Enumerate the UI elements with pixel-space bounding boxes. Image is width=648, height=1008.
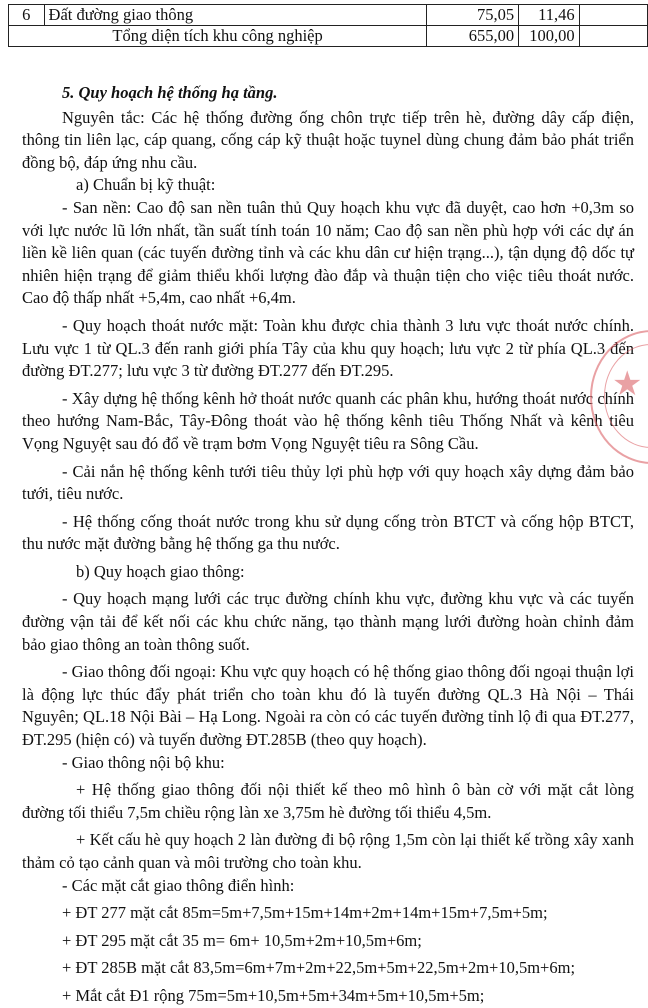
row-number: 6	[9, 5, 45, 26]
paragraph-external-traffic: - Giao thông đối ngoại: Khu vực quy hoạch có hệ thống giao thông đối ngoại thuận lợi là động lực thúc đẩy phát triển cho toàn khu đó là tuyến đường QL.3 Hà Nội – Thái Nguyên; QL.18 Nội Bài – Hạ Long. Ngoài ra còn có các tuyến đường tỉnh lộ đi qua ĐT.277, ĐT.295 (hiện có) và tuyến đường ĐT.285B (theo quy hoạch).	[22, 662, 634, 750]
subsection-b-title: b) Quy hoạch giao thông:	[76, 561, 245, 581]
star-icon: ★	[612, 366, 643, 403]
paragraph-sidewalk: + Kết cấu hè quy hoạch 2 làn đường đi bộ rộng 1,5m còn lại thiết kế trồng xây xanh thảm cỏ tạo cảnh quan và môi trường cho toàn khu.	[22, 830, 634, 872]
paragraph-irrigation: - Cải nắn hệ thống kênh tưới tiêu thủy lợi phù hợp với quy hoạch xây dựng đảm bảo tưới, tiêu nước.	[22, 461, 634, 504]
total-percent: 100,00	[519, 26, 580, 47]
paragraph-open-channels: - Xây dựng hệ thống kênh hở thoát nước quanh các phân khu, hướng thoát nước chính theo hướng Nam-Bắc, Tây-Đông thoát vào hệ thống kênh tiêu Thống Nhất và kênh tiêu Vọng Nguyệt sau đó đổ về trạm bơm Vọng Nguyệt tiêu ra Sông Cầu.	[22, 388, 634, 453]
total-note	[579, 26, 647, 47]
total-label: Tổng diện tích khu công nghiệp	[9, 26, 427, 47]
land-use-table	[8, 4, 648, 47]
paragraph-sewer-system: - Hệ thống cống thoát nước trong khu sử dụng cống tròn BTCT và cống hộp BTCT, thu nước mặt đường bằng hệ thống ga thu nước.	[22, 511, 634, 554]
cross-sections-title: - Các mặt cắt giao thông điển hình:	[62, 875, 295, 895]
section-heading: 5. Quy hoạch hệ thống hạ tầng.	[62, 83, 278, 102]
subsection-a-title: a) Chuẩn bị kỹ thuật:	[76, 175, 216, 195]
note-cell	[579, 5, 647, 26]
table-row	[9, 5, 648, 26]
area-value: 75,05	[427, 5, 519, 26]
principle-paragraph: Nguyên tắc: Các hệ thống đường ống chôn trực tiếp trên hè, đường dây cấp điện, thông tin liên lạc, cáp quang, cống cáp kỹ thuật hoặc tuynel dùng chung đảm bảo phát triển đồng bộ, đáp ứng nhu cầu.	[22, 107, 634, 172]
paragraph-internal-traffic-title: - Giao thông nội bộ khu:	[62, 752, 225, 772]
document-body	[22, 82, 634, 1008]
table-total-row	[9, 26, 648, 47]
paragraph-internal-grid: + Hệ thống giao thông đối nội thiết kế theo mô hình ô bàn cờ với mặt cắt lòng đường tối thiểu 7,5m chiều rộng làn xe 3,75m hè đường tối thiểu 4,5m.	[22, 780, 634, 822]
paragraph-drainage-plan: - Quy hoạch thoát nước mặt: Toàn khu được chia thành 3 lưu vực thoát nước chính. Lưu vực 1 từ QL.3 đến ranh giới phía Tây của khu quy hoạch; lưu vực 2 từ phía QL.3 đến đường ĐT.277; lưu vực 3 từ đường ĐT.277 đến ĐT.295.	[22, 315, 634, 381]
total-area: 655,00	[427, 26, 519, 47]
cross-section-item: + ĐT 295 mặt cắt 35 m= 6m+ 10,5m+2m+10,5m+6m;	[62, 930, 422, 950]
land-type-name: Đất đường giao thông	[44, 5, 427, 26]
paragraph-road-network: - Quy hoạch mạng lưới các trục đường chính khu vực, đường khu vực và các tuyến đường vận tải để kết nối các khu chức năng, tạo thành mạng lưới đường hoàn chỉnh đảm bảo giao thông an toàn thông suốt.	[22, 589, 634, 654]
paragraph-san-nen: - San nền: Cao độ san nền tuân thủ Quy hoạch khu vực đã duyệt, cao hơn +0,3m so với lực nước lũ lớn nhất, tần suất tính toán 10 năm; Cao độ san nền phù hợp với các dự án liền kề liên quan (các tuyến đường tỉnh và các khu dân cư hiện trạng...), tận dụng độ dốc tự nhiên hiện trạng để giảm thiểu khối lượng đào đắp và thuận tiện cho việc tiêu thoát nước. Cao độ thấp nhất +5,4m, cao nhất +6,4m.	[22, 197, 634, 308]
cross-section-item: + Mắt cắt Đ1 rộng 75m=5m+10,5m+5m+34m+5m+10,5m+5m;	[62, 985, 485, 1005]
cross-section-item: + ĐT 277 mặt cắt 85m=5m+7,5m+15m+14m+2m+14m+15m+7,5m+5m;	[62, 903, 548, 923]
percent-value: 11,46	[519, 5, 580, 26]
cross-section-item: + ĐT 285B mặt cắt 83,5m=6m+7m+2m+22,5m+5m+22,5m+2m+10,5m+6m;	[62, 958, 576, 978]
